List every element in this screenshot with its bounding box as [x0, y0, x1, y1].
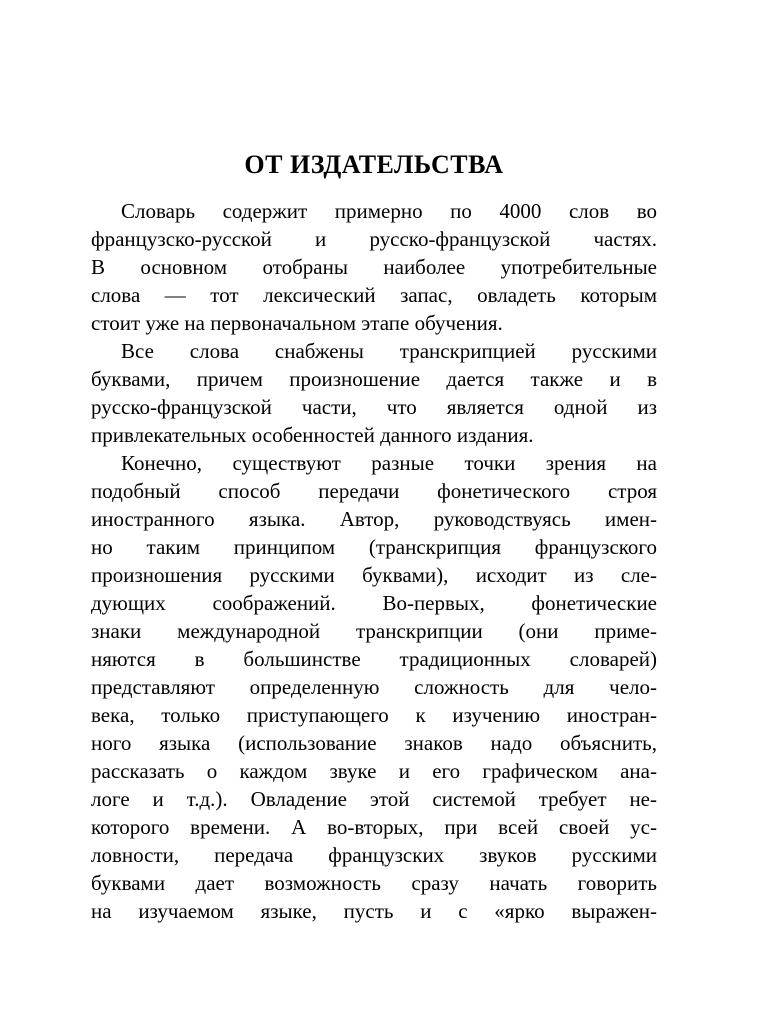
text-line: Все слова снабжены транскрипцией русскими: [121, 339, 657, 363]
text-line: представляют определенную сложность для чело-: [91, 675, 657, 699]
text-line: знаки международной транскрипции (они приме-: [91, 619, 657, 643]
text-line: которого времени. А во-вторых, при всей своей ус-: [91, 815, 657, 839]
text-line: произношения русскими буквами), исходит из сле-: [91, 563, 657, 587]
text-line: Словарь содержит примерно по 4000 слов во: [121, 199, 657, 223]
paragraph: [91, 197, 657, 337]
text-line: века, только приступающего к изучению иностран-: [91, 703, 657, 727]
text-line: логе и т.д.). Овладение этой системой требует не-: [91, 787, 657, 811]
page-body: [91, 197, 657, 925]
paragraph: [91, 337, 657, 449]
page-title: ОТ ИЗДАТЕЛЬСТВА: [244, 150, 504, 179]
text-line: ловности, передача французских звуков русскими: [91, 843, 657, 867]
text-line: французско-русской и русско-французской частях.: [91, 227, 657, 251]
paragraph: [91, 449, 657, 925]
text-line: русско-французской части, что является одной из: [91, 395, 657, 419]
text-line: но таким принципом (транскрипция французского: [91, 535, 657, 559]
text-line: подобный способ передачи фонетического строя: [91, 479, 657, 503]
text-line: няются в большинстве традиционных словарей): [91, 647, 657, 671]
text-line: ного языка (использование знаков надо объяснить,: [91, 731, 657, 755]
text-line: слова — тот лексический запас, овладеть которым: [91, 283, 657, 307]
text-line: иностранного языка. Автор, руководствуясь имен-: [91, 507, 657, 531]
text-line: дующих соображений. Во-первых, фонетические: [91, 591, 657, 615]
text-line: рассказать о каждом звуке и его графическом ана-: [91, 759, 657, 783]
text-line: В основном отобраны наиболее употребительные: [91, 255, 657, 279]
text-line: буквами дает возможность сразу начать говорить: [91, 871, 657, 895]
text-line: стоит уже на первоначальном этапе обучения.: [91, 311, 503, 335]
text-line: буквами, причем произношение дается также и в: [91, 367, 657, 391]
text-line: на изучаемом языке, пусть и с «ярко выражен-: [91, 899, 657, 923]
text-line: Конечно, существуют разные точки зрения на: [121, 451, 657, 475]
text-line: привлекательных особенностей данного издания.: [91, 423, 534, 447]
book-page: [91, 150, 657, 925]
